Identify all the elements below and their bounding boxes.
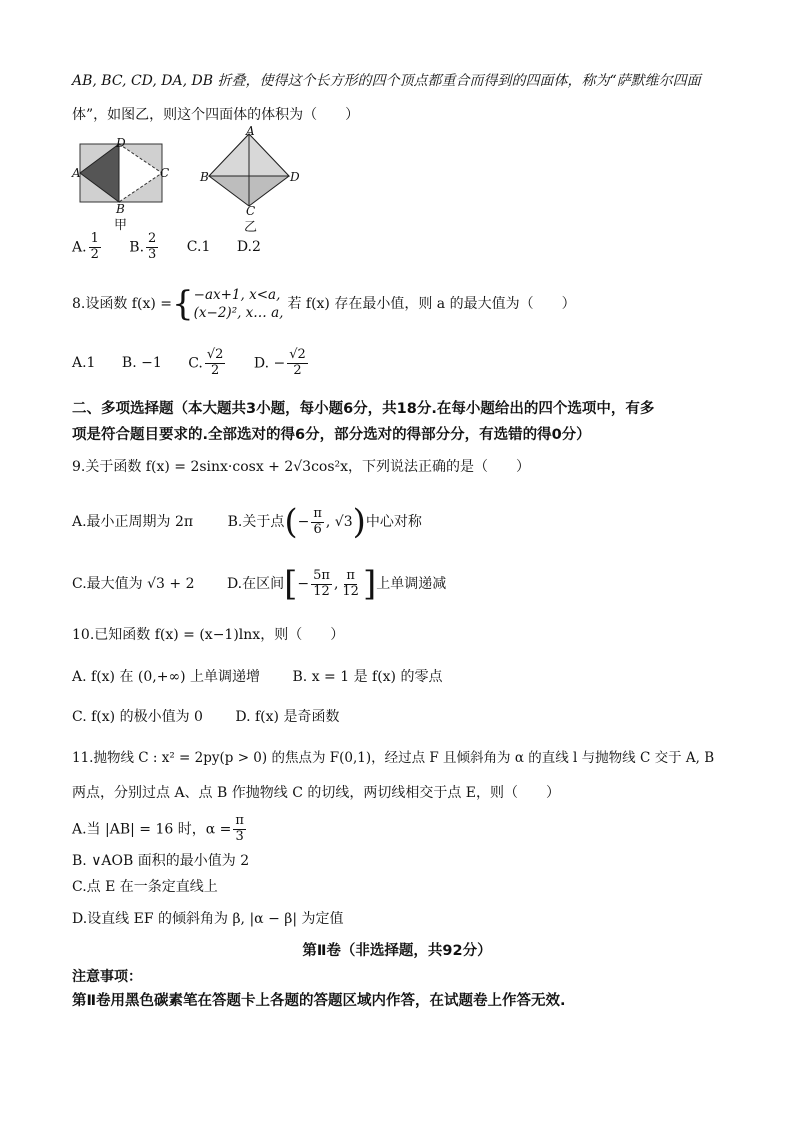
fig-jia-caption: 甲 (114, 218, 128, 233)
q11-option-a[interactable]: A.当 |AB| = 16 时，α = $\frac{\pi}{3}$ (72, 813, 244, 844)
fig-yi-label-b: B (200, 170, 209, 184)
q8-options (72, 348, 332, 379)
q7-stem-line2: 体”，如图乙，则这个四面体的体积为（ ） (72, 107, 360, 123)
part2-note: 第Ⅱ卷用黑色碳素笔在答题卡上各题的答题区域内作答，在试题卷上作答无效. (72, 993, 566, 1009)
q10-stem: 10.已知函数 f(x) = (x−1)lnx，则（ ） (72, 627, 345, 643)
q9-option-a[interactable]: A.最小正周期为 2π (72, 514, 194, 530)
q9-options-ab (72, 500, 444, 544)
q8-stem: 8.设函数 f(x) ={ −ax+1, x<a, (x−2)², x… a, 若 f(x) 存在最小值，则 a 的最大值为（ ） (72, 284, 576, 324)
q9-option-c[interactable]: C.最大值为 √3 + 2 (72, 576, 195, 592)
q10-option-d[interactable]: D. f(x) 是奇函数 (235, 709, 340, 725)
q7-option-a[interactable]: A. $\frac{1}{2}$ (72, 231, 99, 262)
q11-option-d[interactable]: D.设直线 EF 的倾斜角为 β, |α − β| 为定值 (72, 911, 344, 927)
section2-header-line1: 二、多项选择题（本大题共3小题，每小题6分，共18分.在每小题给出的四个选项中，有多 (72, 401, 655, 417)
fig-yi-label-d: D (290, 170, 300, 184)
fig-yi-label-c: C (246, 204, 256, 218)
q8-option-a[interactable]: A.1 (72, 355, 96, 372)
q7-options (72, 232, 283, 263)
q11-stem-line1: 11.抛物线 C : x² = 2py(p > 0) 的焦点为 F(0,1)，经过点 F 且倾斜角为 α 的直线 l 与抛物线 C 交于 A, B (72, 750, 715, 766)
part2-title: 第Ⅱ卷（非选择题，共92分） (302, 943, 492, 959)
fig-jia-label-d: D (116, 136, 126, 150)
figure-yi (205, 130, 295, 210)
q10-option-c[interactable]: C. f(x) 的极小值为 0 (72, 709, 203, 725)
q8-option-b[interactable]: B. −1 (121, 355, 162, 372)
q9-option-d[interactable]: D.在区间[− $\frac{5\pi}{12}$ , $\frac{\pi}{12}$ ]上单调递减 (226, 564, 447, 604)
fig-jia-label-a: A (72, 166, 81, 180)
fig-jia-label-c: C (160, 166, 170, 180)
q8-option-c[interactable]: C. $\frac{√2}{2}$ (188, 347, 224, 378)
q11-option-b[interactable]: B. ∨AOB 面积的最小值为 2 (72, 853, 250, 869)
q7-option-c[interactable]: C.1 (186, 239, 211, 256)
q10-options-ab (72, 668, 464, 686)
q8-option-d[interactable]: D. − $\frac{√2}{2}$ (253, 347, 306, 378)
q11-stem-line2: 两点，分别过点 A、点 B 作抛物线 C 的切线，两切线相交于点 E，则（ ） (72, 785, 561, 801)
q7-option-b[interactable]: B. $\frac{2}{3}$ (129, 231, 157, 262)
q10-options-cd (72, 708, 361, 726)
q7-stem-line1: AB, BC, CD, DA, DB 折叠，使得这个长方形的四个顶点都重合而得到的四面体，称为“萨默维尔四面 (72, 73, 701, 89)
part2-note-title: 注意事项： (72, 969, 142, 985)
q9-options-cd (72, 562, 468, 606)
q10-option-b[interactable]: B. x = 1 是 f(x) 的零点 (292, 669, 443, 685)
q10-option-a[interactable]: A. f(x) 在 (0,+∞) 上单调递增 (72, 669, 261, 685)
fig-yi-caption: 乙 (244, 220, 258, 235)
q9-option-b[interactable]: B.关于点(− $\frac{\pi}{6}$ , √3)中心对称 (227, 502, 422, 542)
fig-yi-label-a: A (246, 124, 255, 138)
q7-option-d[interactable]: D.2 (236, 239, 261, 256)
fig-jia-label-b: B (116, 202, 125, 216)
q9-stem: 9.关于函数 f(x) = 2sinx·cosx + 2√3cos²x，下列说法正确的是（ ） (72, 459, 531, 475)
q11-option-c[interactable]: C.点 E 在一条定直线上 (72, 879, 218, 895)
section2-header-line2: 项是符合题目要求的.全部选对的得6分，部分选对的得部分分，有选错的得0分） (72, 427, 591, 443)
